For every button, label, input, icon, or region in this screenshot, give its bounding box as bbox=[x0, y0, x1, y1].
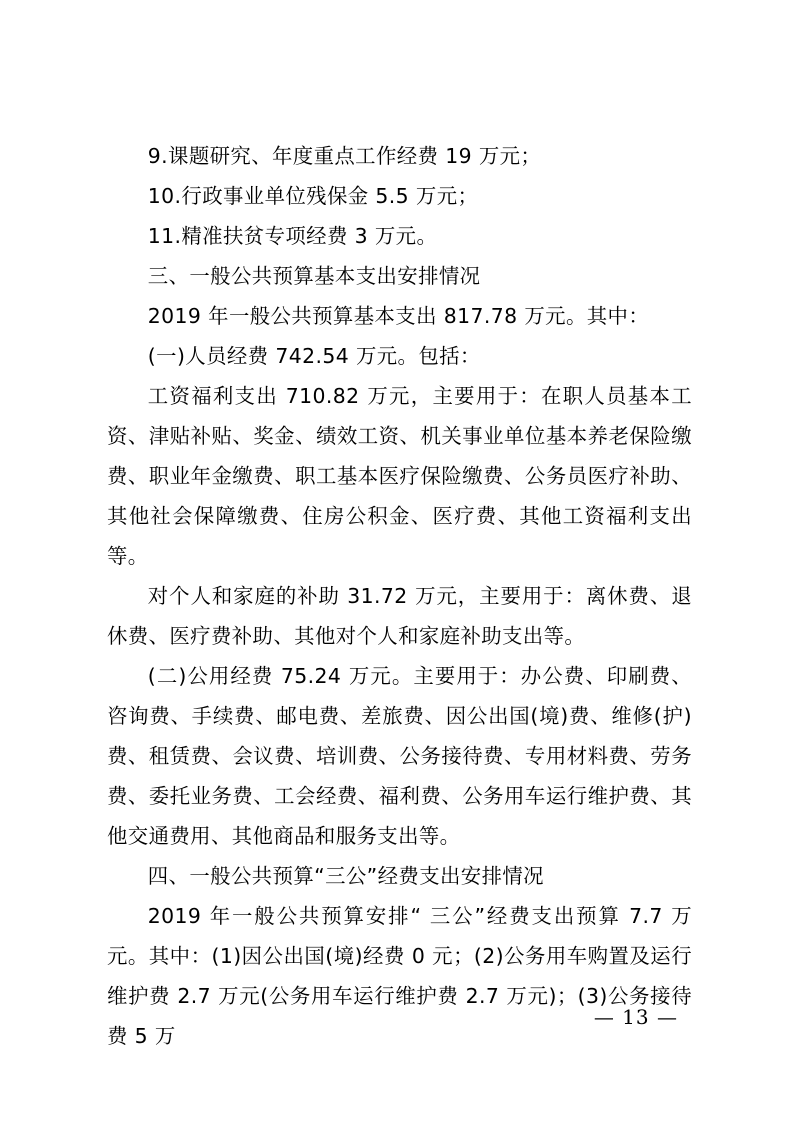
paragraph-item-9: 9.课题研究、年度重点工作经费 19 万元； bbox=[147, 144, 542, 168]
section-heading-basic-expenditure: 三、一般公共预算基本支出安排情况 bbox=[147, 264, 481, 288]
paragraph-three-public-budget: 2019 年一般公共预算安排“ 三公”经费支出预算 7.7 万元。其中：(1)因公出国(境)经费 0 元；(2)公务用车购置及运行维护费 2.7 万元(公务用车运行维护费 2.7 万元)；(3)公务接待费 5 万 bbox=[107, 904, 692, 1048]
paragraph-wages-welfare: 工资福利支出 710.82 万元，主要用于：在职人员基本工资、津贴补贴、奖金、绩效工资、机关事业单位基本养老保险缴费、职业年金缴费、职工基本医疗保险缴费、公务员医疗补助、其他社会保障缴费、住房公积金、医疗费、其他工资福利支出等。 bbox=[107, 384, 692, 568]
paragraph-item-11: 11.精准扶贫专项经费 3 万元。 bbox=[147, 224, 438, 248]
paragraph-basic-expenditure-total: 2019 年一般公共预算基本支出 817.78 万元。其中： bbox=[147, 304, 650, 328]
paragraph-public-expenses: (二)公用经费 75.24 万元。主要用于：办公费、印刷费、咨询费、手续费、邮电费、差旅费、因公出国(境)费、维修(护)费、租赁费、会议费、培训费、公务接待费、专用材料费、劳务费、委托业务费、工会经费、福利费、公务用车运行维护费、其他交通费用、其他商品和服务支出等。 bbox=[107, 664, 692, 848]
paragraph-item-10: 10.行政事业单位残保金 5.5 万元； bbox=[147, 184, 479, 208]
section-heading-three-public: 四、一般公共预算“三公”经费支出安排情况 bbox=[147, 864, 544, 888]
page-number: — 13 — bbox=[593, 1005, 678, 1029]
document-body bbox=[107, 136, 692, 1056]
paragraph-household-subsidy: 对个人和家庭的补助 31.72 万元，主要用于：离休费、退休费、医疗费补助、其他对个人和家庭补助支出等。 bbox=[107, 584, 692, 648]
paragraph-personnel-expenses: (一)人员经费 742.54 万元。包括： bbox=[147, 344, 481, 368]
